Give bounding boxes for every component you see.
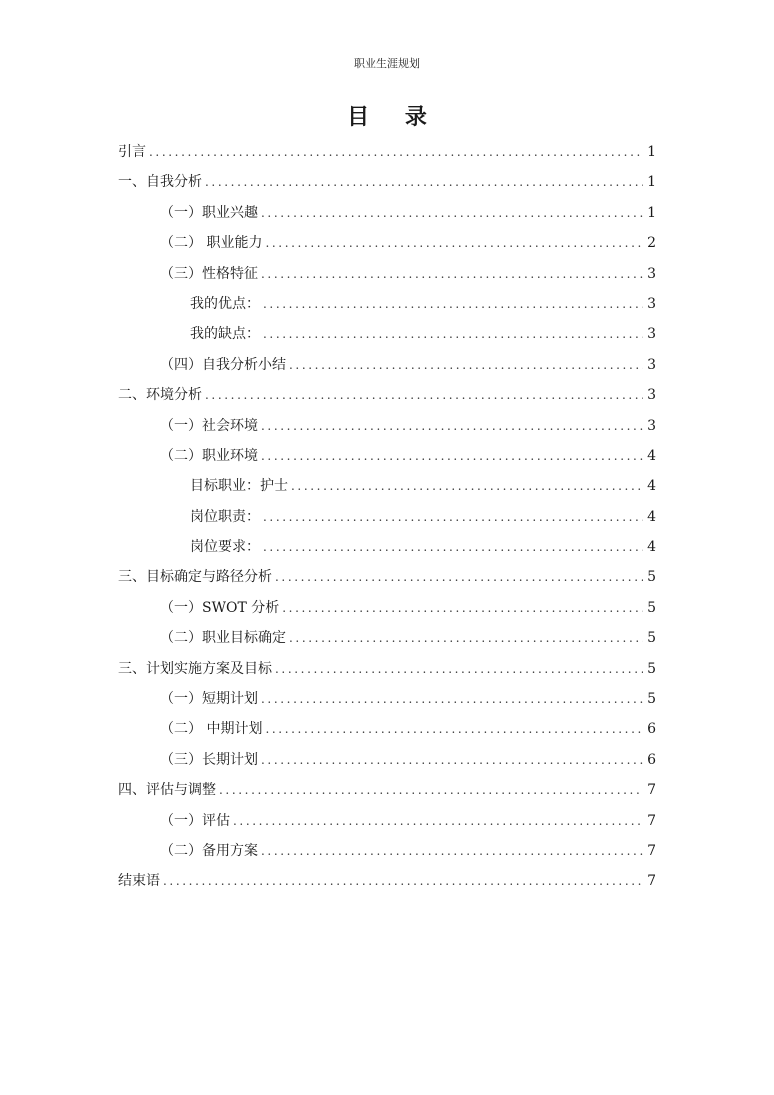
- toc-page-number: 5: [647, 691, 656, 708]
- toc-leader-dots: [263, 532, 643, 562]
- toc-leader-dots: [261, 441, 643, 471]
- toc-page-number: 1: [647, 144, 656, 160]
- toc-leader-dots: [265, 714, 643, 744]
- toc-leader-dots: [282, 593, 643, 623]
- toc-leader-dots: [261, 411, 643, 441]
- toc-entry-label: 目标职业：护士: [190, 478, 288, 495]
- toc-entry[interactable]: [118, 380, 656, 410]
- toc-entry[interactable]: [118, 775, 656, 805]
- toc-leader-dots: [219, 775, 643, 805]
- toc-page-number: 1: [647, 204, 656, 221]
- toc-entry[interactable]: [118, 319, 656, 349]
- toc-entry-label: 岗位要求：: [190, 539, 260, 556]
- toc-page-number: 5: [647, 569, 656, 586]
- toc-entry-label: （一）职业兴趣: [160, 204, 258, 221]
- toc-entry[interactable]: [118, 228, 656, 258]
- toc-title: 目 录: [347, 104, 441, 130]
- toc-entry-label: （二）职业目标确定: [160, 630, 286, 647]
- toc-entry[interactable]: [118, 806, 656, 836]
- toc-leader-dots: [275, 562, 643, 592]
- toc-page-number: 1: [647, 174, 656, 191]
- toc-entry[interactable]: [118, 259, 656, 289]
- toc-leader-dots: [149, 137, 643, 167]
- toc-entry[interactable]: [118, 562, 656, 592]
- toc-page-number: 5: [647, 660, 656, 677]
- toc-entry[interactable]: [118, 714, 656, 744]
- toc-page-number: 3: [647, 326, 656, 343]
- toc-entry[interactable]: [118, 654, 656, 684]
- toc-entry[interactable]: [118, 684, 656, 714]
- toc-page-number: 7: [647, 842, 656, 859]
- toc-leader-dots: [163, 866, 643, 896]
- toc-page-number: 6: [647, 751, 656, 768]
- toc-leader-dots: [205, 167, 643, 197]
- toc-page-number: 4: [647, 478, 656, 495]
- toc-leader-dots: [261, 198, 643, 228]
- toc-page-number: 5: [647, 599, 656, 616]
- toc-entry[interactable]: [118, 289, 656, 319]
- toc-leader-dots: [263, 289, 643, 319]
- toc-leader-dots: [289, 623, 643, 653]
- toc-page-number: 4: [647, 447, 656, 464]
- toc-entry-label: 引言: [118, 144, 146, 160]
- toc-entry[interactable]: [118, 198, 656, 228]
- toc-entry-label: （一）短期计划: [160, 691, 258, 708]
- toc-entry-label: 我的缺点：: [190, 326, 260, 343]
- toc-entry[interactable]: [118, 623, 656, 653]
- toc-leader-dots: [261, 259, 643, 289]
- toc-page-number: 4: [647, 539, 656, 556]
- toc-page-number: 2: [647, 235, 656, 252]
- toc-entry[interactable]: [118, 532, 656, 562]
- toc-entry[interactable]: [118, 745, 656, 775]
- toc-leader-dots: [261, 745, 643, 775]
- toc-entry[interactable]: [118, 350, 656, 380]
- toc-page-number: 3: [647, 295, 656, 312]
- toc-entry-label: 岗位职责：: [190, 508, 260, 525]
- toc-page-number: 3: [647, 265, 656, 282]
- toc-page-number: 7: [647, 873, 656, 890]
- toc-entry[interactable]: [118, 167, 656, 197]
- toc-entry-label: （二）职业环境: [160, 447, 258, 464]
- toc-leader-dots: [275, 654, 643, 684]
- toc-entry-label: 三、计划实施方案及目标: [118, 660, 272, 677]
- toc-page-number: 7: [647, 812, 656, 829]
- toc-leader-dots: [291, 471, 643, 501]
- toc-leader-dots: [205, 380, 643, 410]
- toc-leader-dots: [289, 350, 643, 380]
- toc-entry[interactable]: [118, 866, 656, 896]
- toc-entry-label: （三）性格特征: [160, 265, 258, 282]
- toc-entry-label: 三、目标确定与路径分析: [118, 569, 272, 586]
- toc-page-number: 5: [647, 630, 656, 647]
- toc-entry[interactable]: [118, 502, 656, 532]
- toc-page-number: 3: [647, 417, 656, 434]
- toc-entry-label: （一）社会环境: [160, 417, 258, 434]
- toc-entry-label: （一）SWOT 分析: [160, 599, 280, 616]
- toc-entry-label: 我的优点：: [190, 295, 260, 312]
- toc-page-number: 6: [647, 721, 656, 738]
- toc-entry[interactable]: [118, 411, 656, 441]
- toc-entry-label: 二、环境分析: [118, 387, 202, 404]
- toc-leader-dots: [261, 684, 643, 714]
- toc-leader-dots: [261, 836, 643, 866]
- page-header: 职业生涯规划: [354, 57, 420, 70]
- toc-page-number: 3: [647, 356, 656, 373]
- toc-leader-dots: [233, 806, 643, 836]
- toc-page-number: 3: [647, 387, 656, 404]
- toc-leader-dots: [263, 502, 643, 532]
- toc-leader-dots: [265, 228, 643, 258]
- toc-entry-label: 一、自我分析: [118, 174, 202, 191]
- toc-entry-label: （一）评估: [160, 812, 230, 829]
- table-of-contents: [118, 137, 656, 897]
- toc-entry[interactable]: [118, 471, 656, 501]
- toc-entry[interactable]: [118, 836, 656, 866]
- toc-entry[interactable]: [118, 593, 656, 623]
- toc-entry-label: （二） 职业能力: [160, 235, 263, 252]
- toc-entry-label: （四）自我分析小结: [160, 356, 286, 373]
- toc-page-number: 7: [647, 782, 656, 799]
- toc-entry[interactable]: [118, 441, 656, 471]
- toc-leader-dots: [263, 319, 643, 349]
- toc-entry-label: 结束语: [118, 873, 160, 890]
- toc-entry-label: （二） 中期计划: [160, 721, 263, 738]
- toc-page-number: 4: [647, 508, 656, 525]
- toc-entry-label: （二）备用方案: [160, 842, 258, 859]
- toc-entry[interactable]: [118, 137, 656, 167]
- toc-entry-label: （三）长期计划: [160, 751, 258, 768]
- toc-entry-label: 四、评估与调整: [118, 782, 216, 799]
